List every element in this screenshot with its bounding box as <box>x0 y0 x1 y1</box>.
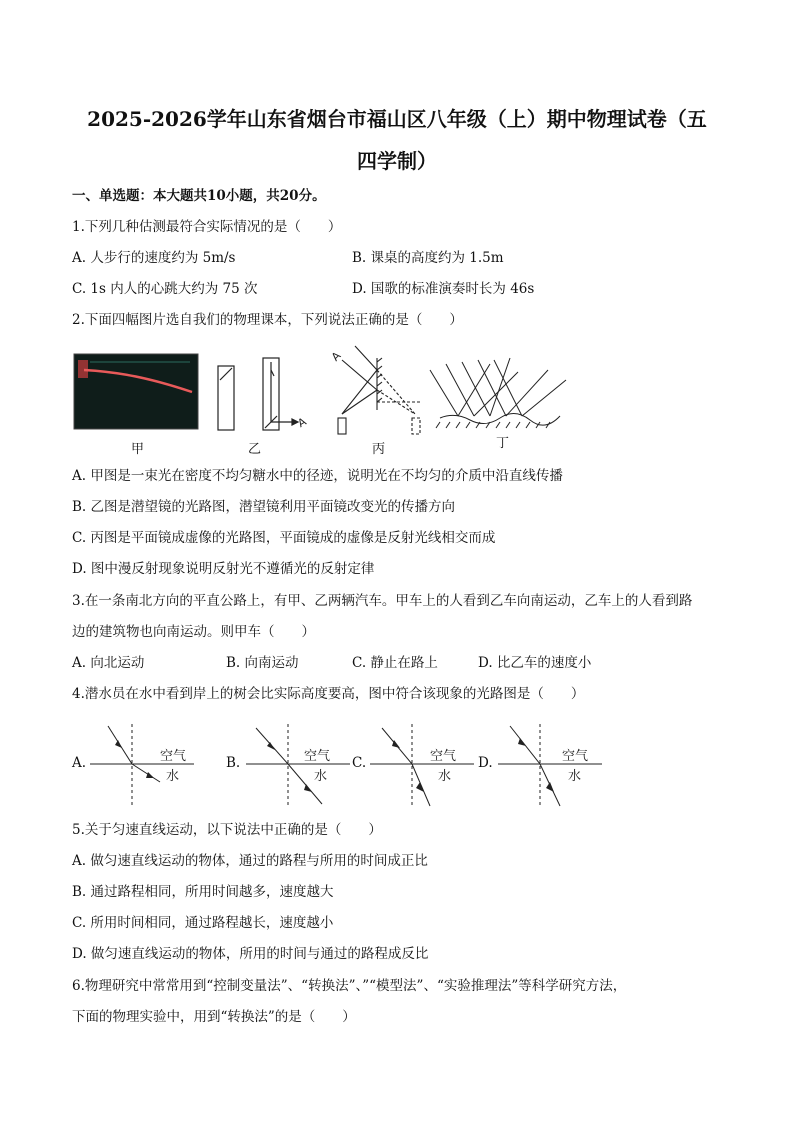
q4-a-water: 水 <box>166 769 180 784</box>
svg-text:A: A <box>328 349 344 364</box>
q6-stem-line-2: 下面的物理实验中，用到“转换法”的是（ ） <box>72 1009 356 1025</box>
q3-option-a: A. 向北运动 <box>72 655 145 671</box>
q5-option-a: A. 做匀速直线运动的物体，通过的路程与所用的时间成正比 <box>72 853 428 869</box>
q3-option-b: B. 向南运动 <box>226 655 299 671</box>
q3-option-c: C. 静止在路上 <box>352 655 438 671</box>
q2-option-b: B. 乙图是潜望镜的光路图，潜望镜利用平面镜改变光的传播方向 <box>72 499 456 515</box>
q5-stem: 5.关于匀速直线运动，以下说法中正确的是（ ） <box>72 822 382 838</box>
q5-option-d: D. 做匀速直线运动的物体，所用的时间与通过的路程成反比 <box>72 946 429 962</box>
q3-stem-line-2: 边的建筑物也向南运动。则甲车（ ） <box>72 624 315 640</box>
q3-stem-line-1: 3.在一条南北方向的平直公路上，有甲、乙两辆汽车。甲车上的人看到乙车向南运动，乙车上的人看到路 <box>72 593 693 609</box>
q2-option-d: D. 图中漫反射现象说明反射光不遵循光的反射定律 <box>72 561 375 577</box>
q4-stem: 4.潜水员在水中看到岸上的树会比实际高度要高，图中符合该现象的光路图是（ ） <box>72 686 585 702</box>
figure-label-bing: 丙 <box>372 442 386 457</box>
q1-option-b: B. 课桌的高度约为 1.5m <box>352 250 504 266</box>
title-line-2: 四学制） <box>357 149 437 173</box>
figure-label-yi: 乙 <box>248 442 262 457</box>
q4-b-air: 空气 <box>304 749 331 764</box>
q4-diagram-b <box>244 720 354 810</box>
section-heading: 一、单选题：本大题共10小题，共20分。 <box>72 188 326 204</box>
q4-c-water: 水 <box>438 769 452 784</box>
q4-b-water: 水 <box>314 769 328 784</box>
q2-option-a: A. 甲图是一束光在密度不均匀糖水中的径迹，说明光在不均匀的介质中沿直线传播 <box>72 468 563 484</box>
q4-option-b-label: B. <box>226 755 241 771</box>
q1-option-d: D. 国歌的标准演奏时长为 46s <box>352 281 535 297</box>
q4-d-water: 水 <box>568 769 582 784</box>
q4-diagram-d <box>496 720 606 810</box>
svg-text:A: A <box>295 415 309 431</box>
figure-label-ding: 丁 <box>496 436 510 451</box>
q5-option-c: C. 所用时间相同，通过路程越长，速度越小 <box>72 915 334 931</box>
figure-yi-periscope <box>218 358 309 430</box>
q3-option-d: D. 比乙车的速度小 <box>478 655 592 671</box>
figure-jia-photo <box>74 354 198 429</box>
q4-d-air: 空气 <box>562 749 589 764</box>
q4-option-d-label: D. <box>478 755 493 771</box>
figure-ding-diffuse <box>430 358 566 428</box>
q1-stem: 1.下列几种估测最符合实际情况的是（ ） <box>72 219 342 235</box>
q4-option-a-label: A. <box>72 755 87 771</box>
q2-option-c: C. 丙图是平面镜成虚像的光路图，平面镜成的虚像是反射光线相交而成 <box>72 530 496 546</box>
q4-diagram-c <box>368 720 478 810</box>
figure-bing-mirror <box>329 346 420 434</box>
q4-a-air: 空气 <box>160 749 187 764</box>
title-line-1: 2025-2026学年山东省烟台市福山区八年级（上）期中物理试卷（五 <box>87 107 707 131</box>
q1-option-a: A. 人步行的速度约为 5m/s <box>72 250 236 266</box>
q2-stem: 2.下面四幅图片选自我们的物理课本，下列说法正确的是（ ） <box>72 312 463 328</box>
q1-option-c: C. 1s 内人的心跳大约为 75 次 <box>72 281 258 297</box>
q5-option-b: B. 通过路程相同，所用时间越多，速度越大 <box>72 884 334 900</box>
q6-stem-line-1: 6.物理研究中常常用到“控制变量法”、“转换法”、”“模型法”、“实验推理法”等科学研究方法， <box>72 978 627 994</box>
q4-c-air: 空气 <box>430 749 457 764</box>
q4-option-c-label: C. <box>352 755 367 771</box>
q2-figures <box>70 340 590 440</box>
paper-title <box>70 98 724 182</box>
figure-label-jia: 甲 <box>131 442 145 457</box>
q4-diagram-a <box>88 720 198 810</box>
